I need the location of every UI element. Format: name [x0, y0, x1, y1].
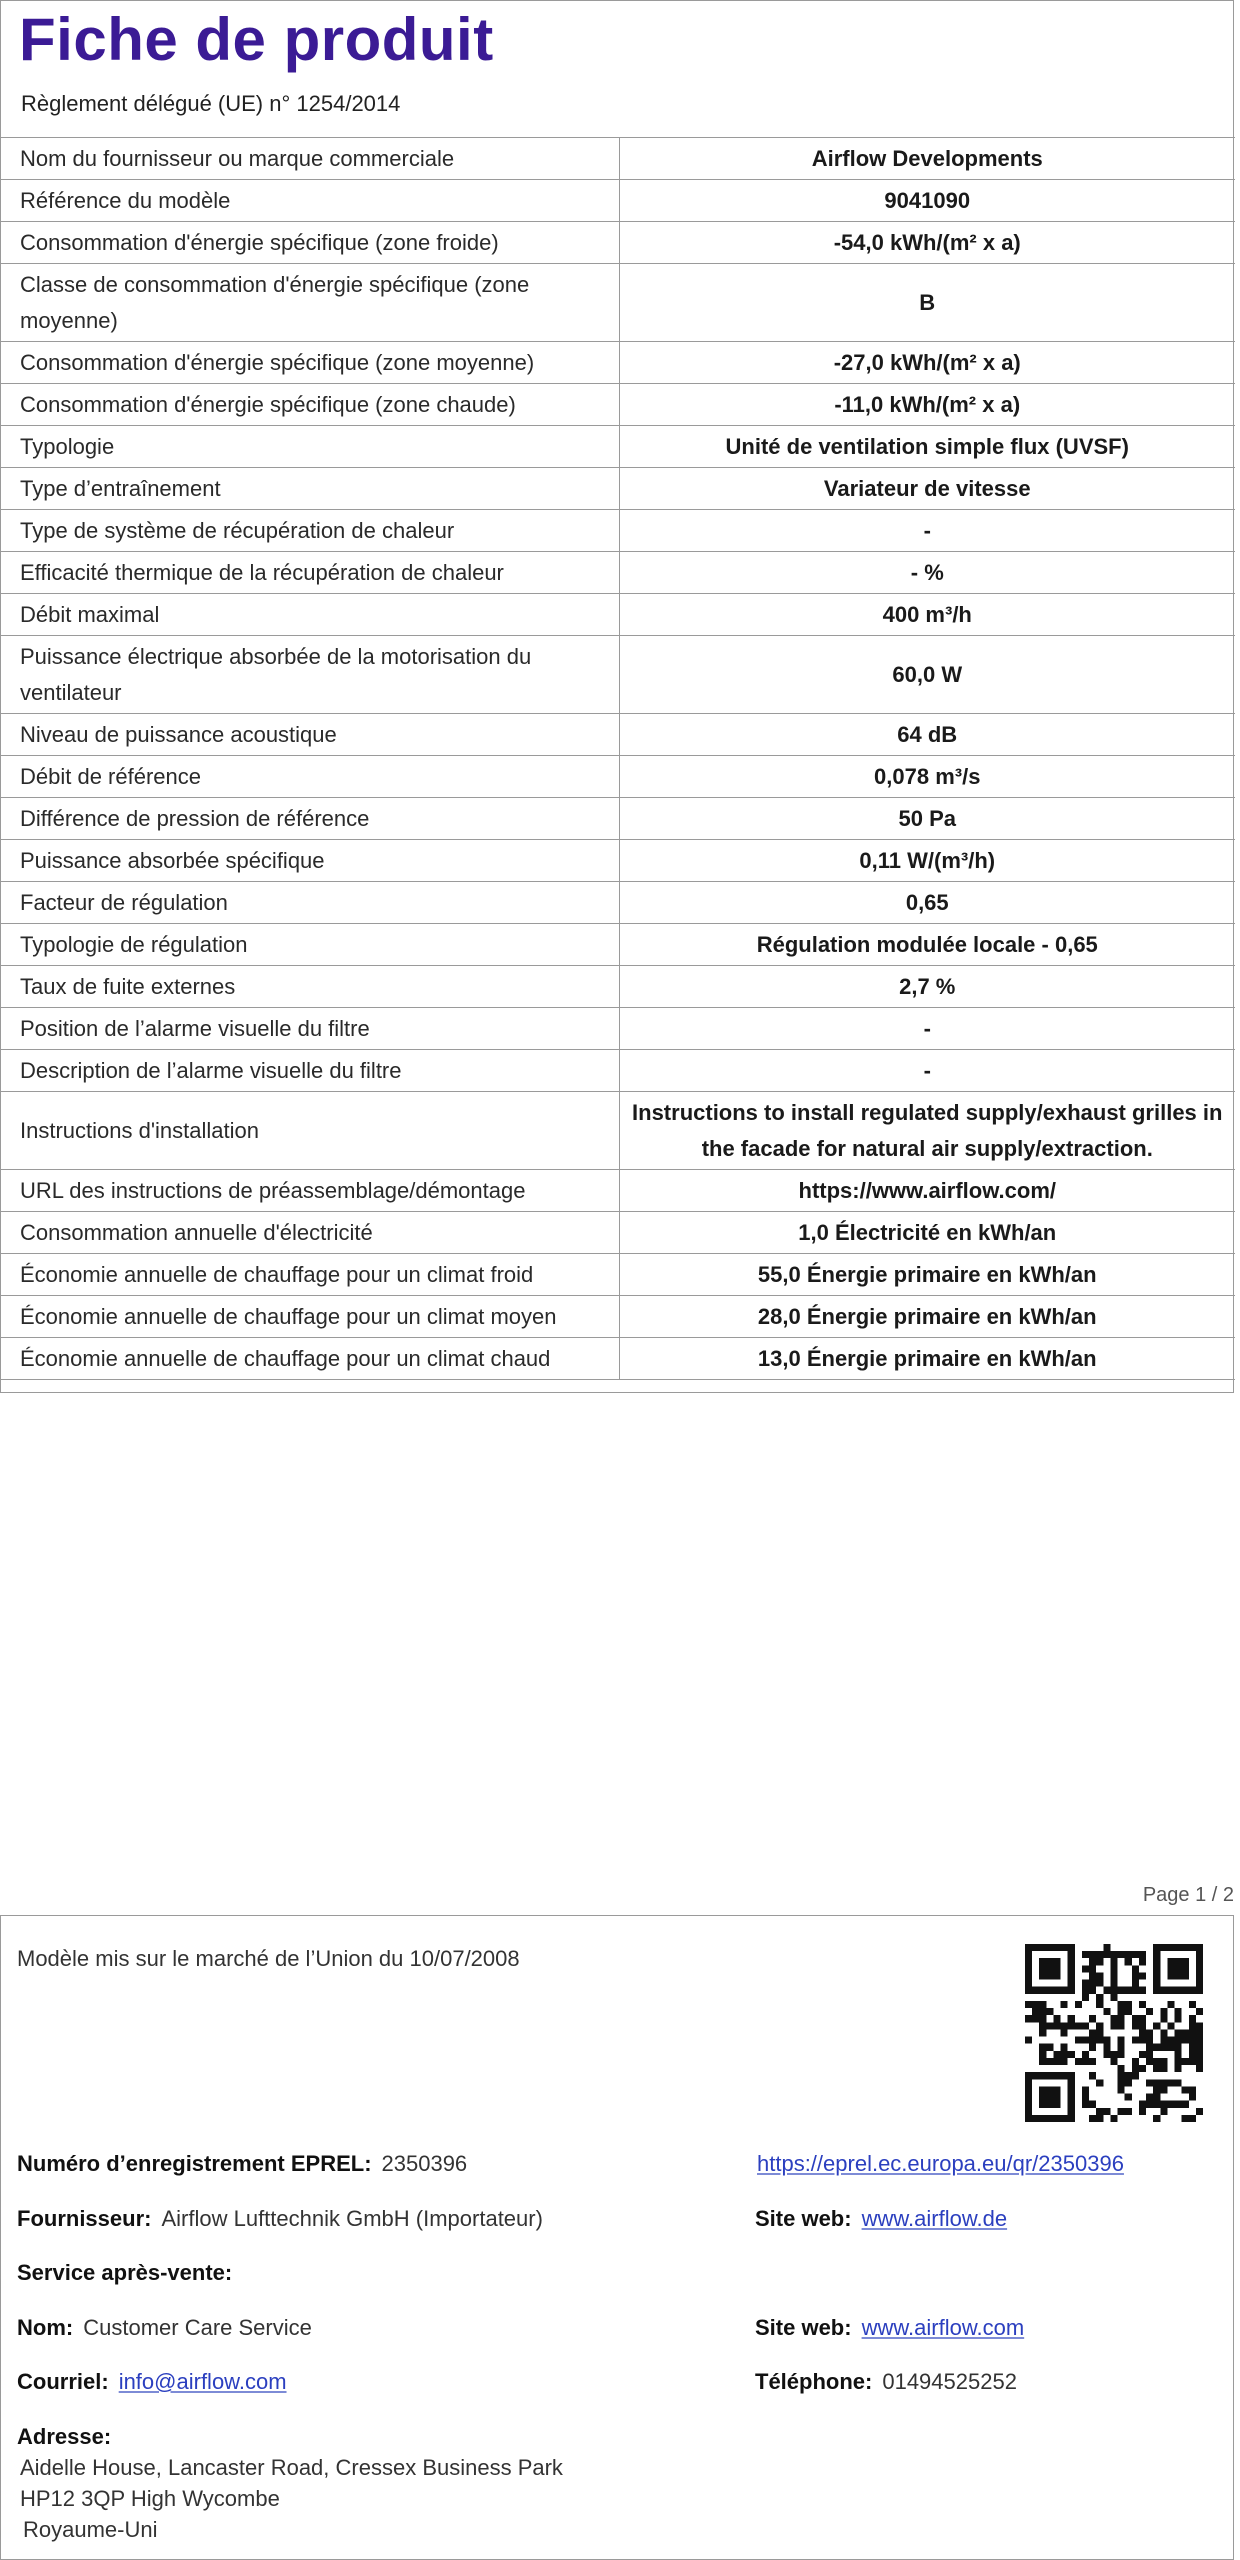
table-row [1, 1254, 1235, 1296]
spec-label: Typologie [1, 426, 619, 468]
spec-label: Référence du modèle [1, 180, 619, 222]
table-row [1, 342, 1235, 384]
service-website-row [755, 2313, 1024, 2343]
spec-label: Débit de référence [1, 756, 619, 798]
spec-value: Unité de ventilation simple flux (UVSF) [619, 426, 1235, 468]
spec-label: Consommation annuelle d'électricité [1, 1212, 619, 1254]
email-label: Courriel: [17, 2369, 109, 2394]
table-row [1, 594, 1235, 636]
spec-label: Efficacité thermique de la récupération de chaleur [1, 552, 619, 594]
table-row [1, 1050, 1235, 1092]
spec-label: Économie annuelle de chauffage pour un climat chaud [1, 1338, 619, 1380]
phone-label: Téléphone: [755, 2369, 873, 2394]
spec-value: -54,0 kWh/(m² x a) [619, 222, 1235, 264]
spec-value: - [619, 1050, 1235, 1092]
spec-label: Type de système de récupération de chaleur [1, 510, 619, 552]
service-name-row [17, 2313, 312, 2343]
service-website-label: Site web: [755, 2315, 852, 2340]
spec-value: 0,65 [619, 882, 1235, 924]
market-date: Modèle mis sur le marché de l’Union du 10/07/2008 [17, 1946, 520, 1971]
spec-value: 400 m³/h [619, 594, 1235, 636]
table-row [1, 222, 1235, 264]
email-link[interactable]: info@airflow.com [118, 2369, 287, 2394]
spec-label: Économie annuelle de chauffage pour un climat froid [1, 1254, 619, 1296]
table-row [1, 1338, 1235, 1380]
spec-label: Puissance électrique absorbée de la motorisation du ventilateur [1, 636, 619, 714]
spec-value: 0,11 W/(m³/h) [619, 840, 1235, 882]
regulation-reference: Règlement délégué (UE) n° 1254/2014 [21, 91, 401, 116]
spec-value: B [619, 264, 1235, 342]
table-row [1, 510, 1235, 552]
spec-value: - [619, 510, 1235, 552]
spec-value: 60,0 W [619, 636, 1235, 714]
page-number: Page 1 / 2 [1142, 1884, 1234, 1906]
spec-value: - % [619, 552, 1235, 594]
page-title: Fiche de produit [19, 6, 494, 73]
service-heading-row [17, 2258, 242, 2288]
spec-value: 28,0 Énergie primaire en kWh/an [619, 1296, 1235, 1338]
spec-value: Airflow Developments [619, 138, 1235, 180]
table-row [1, 1212, 1235, 1254]
table-row [1, 798, 1235, 840]
spec-label: Classe de consommation d'énergie spécifique (zone moyenne) [1, 264, 619, 342]
spec-value: 55,0 Énergie primaire en kWh/an [619, 1254, 1235, 1296]
supplier-label: Fournisseur: [17, 2206, 152, 2231]
table-row [1, 636, 1235, 714]
supplier-website-link[interactable]: www.airflow.de [861, 2206, 1008, 2231]
email-row [17, 2367, 287, 2397]
phone-row [755, 2367, 1017, 2397]
table-row [1, 1092, 1235, 1170]
eprel-label: Numéro d’enregistrement EPREL: [17, 2151, 372, 2176]
address-line: Aidelle House, Lancaster Road, Cressex Business Park [20, 2455, 563, 2480]
service-website-link[interactable]: www.airflow.com [861, 2315, 1025, 2340]
spec-value: 1,0 Électricité en kWh/an [619, 1212, 1235, 1254]
eprel-number: 2350396 [381, 2151, 468, 2176]
name-label: Nom: [17, 2315, 74, 2340]
spec-label: Typologie de régulation [1, 924, 619, 966]
spec-label: Position de l’alarme visuelle du filtre [1, 1008, 619, 1050]
supplier-row [17, 2204, 543, 2234]
spec-value: 13,0 Énergie primaire en kWh/an [619, 1338, 1235, 1380]
footer-panel [0, 1915, 1234, 2560]
spec-label: URL des instructions de préassemblage/démontage [1, 1170, 619, 1212]
table-row [1, 714, 1235, 756]
spec-value: - [619, 1008, 1235, 1050]
table-row [1, 138, 1235, 180]
eprel-link-row [757, 2149, 1124, 2179]
spec-value: 64 dB [619, 714, 1235, 756]
table-row [1, 924, 1235, 966]
table-row [1, 384, 1235, 426]
table-row [1, 426, 1235, 468]
address-label: Adresse: [17, 2424, 112, 2449]
table-row [1, 468, 1235, 510]
spec-label: Taux de fuite externes [1, 966, 619, 1008]
spec-label: Description de l’alarme visuelle du filtre [1, 1050, 619, 1092]
spec-value: 50 Pa [619, 798, 1235, 840]
qr-code [1025, 1944, 1203, 2122]
spec-label: Facteur de régulation [1, 882, 619, 924]
address-line: Royaume-Uni [23, 2517, 158, 2542]
spec-value: Régulation modulée locale - 0,65 [619, 924, 1235, 966]
supplier-value: Airflow Lufttechnik GmbH (Importateur) [161, 2206, 543, 2231]
table-row [1, 882, 1235, 924]
phone-value: 01494525252 [882, 2369, 1017, 2394]
spec-table [1, 137, 1235, 1380]
table-row [1, 1008, 1235, 1050]
spec-value: -27,0 kWh/(m² x a) [619, 342, 1235, 384]
spec-label: Nom du fournisseur ou marque commerciale [1, 138, 619, 180]
spec-value: 2,7 % [619, 966, 1235, 1008]
spec-label: Consommation d'énergie spécifique (zone moyenne) [1, 342, 619, 384]
spec-label: Consommation d'énergie spécifique (zone froide) [1, 222, 619, 264]
spec-label: Débit maximal [1, 594, 619, 636]
spec-value: https://www.airflow.com/ [619, 1170, 1235, 1212]
spec-value: 0,078 m³/s [619, 756, 1235, 798]
spec-label: Type d’entraînement [1, 468, 619, 510]
address-line: HP12 3QP High Wycombe [20, 2486, 280, 2511]
table-row [1, 264, 1235, 342]
table-row [1, 180, 1235, 222]
table-row [1, 756, 1235, 798]
name-value: Customer Care Service [83, 2315, 312, 2340]
address-block [17, 2421, 563, 2545]
table-row [1, 840, 1235, 882]
spec-label: Consommation d'énergie spécifique (zone chaude) [1, 384, 619, 426]
spec-label: Instructions d'installation [1, 1092, 619, 1170]
spec-label: Niveau de puissance acoustique [1, 714, 619, 756]
eprel-registration [17, 2149, 467, 2179]
eprel-link[interactable]: https://eprel.ec.europa.eu/qr/2350396 [757, 2151, 1124, 2176]
spec-value: Instructions to install regulated supply/exhaust grilles in the facade for natural air supply/extraction. [619, 1092, 1235, 1170]
supplier-website-label: Site web: [755, 2206, 852, 2231]
spec-value: Variateur de vitesse [619, 468, 1235, 510]
service-heading: Service après-vente: [17, 2260, 233, 2285]
supplier-website-row [755, 2204, 1007, 2234]
spec-value: -11,0 kWh/(m² x a) [619, 384, 1235, 426]
spec-value: 9041090 [619, 180, 1235, 222]
spec-label: Économie annuelle de chauffage pour un climat moyen [1, 1296, 619, 1338]
table-row [1, 966, 1235, 1008]
table-row [1, 552, 1235, 594]
spec-label: Puissance absorbée spécifique [1, 840, 619, 882]
spec-label: Différence de pression de référence [1, 798, 619, 840]
table-row [1, 1296, 1235, 1338]
table-row [1, 1170, 1235, 1212]
